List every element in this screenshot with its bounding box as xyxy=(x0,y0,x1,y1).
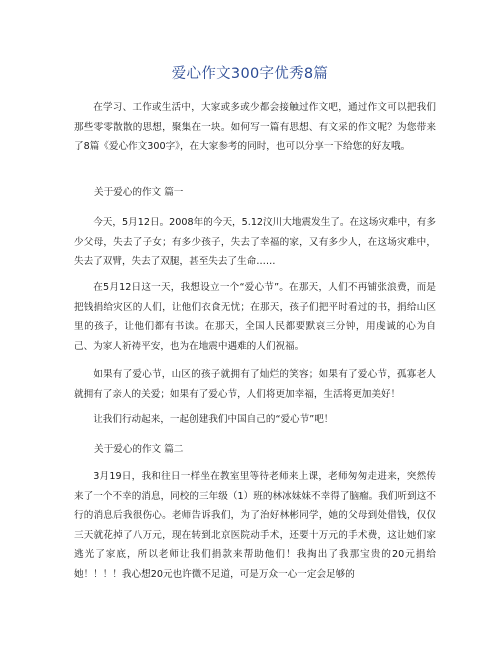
section1-paragraph-2: 在5月12日这一天，我想设立一个“爱心节”。在那天，人们不再铺张浪费，而是把钱捐给灾区的人们，让他们衣食无忧；在那天，孩子们把平时看过的书，捐给山区里的孩子，让他们都有书读。在那天，全国人民都要默哀三分钟，用虔诚的心为自己、为家人祈祷平安，也为在地震中遇难的人们祝福。 xyxy=(74,282,436,352)
section1-paragraph-3: 如果有了爱心节，山区的孩子就拥有了灿烂的笑容；如果有了爱心节，孤寡老人就拥有了亲人的关爱；如果有了爱心节，人们将更加幸福，生活将更加美好！ xyxy=(74,369,436,400)
intro-paragraph: 在学习、工作或生活中，大家或多或少都会接触过作文吧，通过作文可以把我们那些零零散散的思想，聚集在一块。如何写一篇有思想、有文采的作文呢？为您带来了8篇《爱心作文300字》，在大家参考的同时，也可以分享一下给您的好友哦。 xyxy=(74,102,436,153)
section1-paragraph-1: 今天，5月12日。2008年的今天，5.12汶川大地震发生了。在这场灾难中，有多少父母，失去了子女；有多少孩子，失去了幸福的家，又有多少人，在这场灾难中，失去了双臂，失去了双腿，甚至失去了生命…… xyxy=(74,217,436,268)
section-heading-1: 关于爱心的作文 篇一 xyxy=(94,187,184,198)
document-title: 爱心作文300字优秀8篇 xyxy=(171,66,329,82)
section1-paragraph-4: 让我们行动起来，一起创建我们中国自己的“爱心节”吧！ xyxy=(93,414,334,425)
section-heading-2: 关于爱心的作文 篇二 xyxy=(94,444,184,455)
section2-paragraph-1: 3月19日，我和往日一样坐在教室里等待老师来上课，老师匆匆走进来，突然传来了一个不幸的消息，同校的三年级（1）班的林冰妹妹不幸得了脑瘤。我们听到这不行的消息后我很伤心。老师告诉我们，为了治好林彬同学，她的父母到处借钱，仅仅三天就花掉了八万元，现在转到北京医院动手术，还要十万元的手术费，这让她们家逃光了家底，所以老师让我们捐款来帮助他们！我掏出了我那宝贵的20元捐给她！！！！我心想20元也许微不足道，可是万众一心一定会足够的 xyxy=(74,471,436,580)
